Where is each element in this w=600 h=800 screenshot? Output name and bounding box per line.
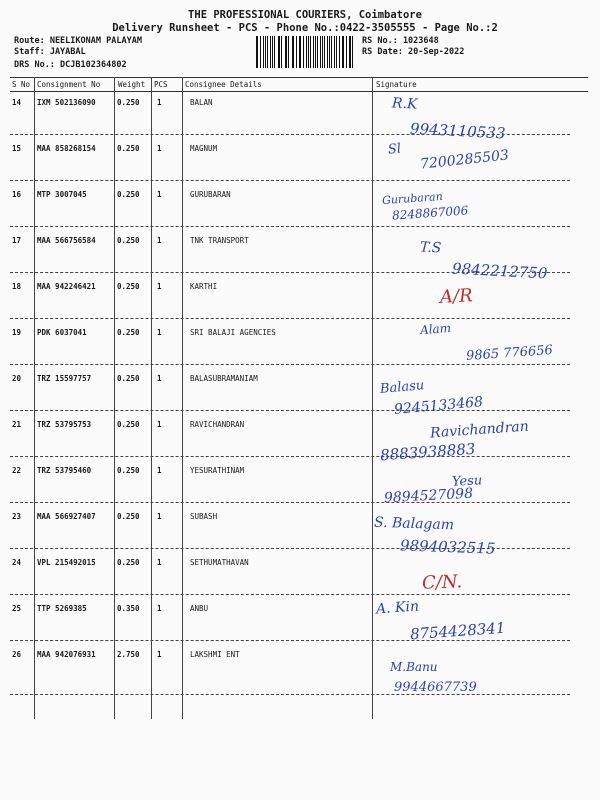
row-separator <box>10 318 570 319</box>
row-consignee: MAGNUM <box>190 144 218 153</box>
signature-phone: 9245133468 <box>393 394 484 418</box>
row-weight: 0.350 <box>117 604 140 613</box>
signature-phone: 8248867006 <box>391 203 469 223</box>
signature-phone: 9944667739 <box>394 680 477 695</box>
row-sno: 23 <box>12 512 22 521</box>
signature-name: S. Balagam <box>373 514 455 534</box>
rs-number: RS No.: 1023648 <box>362 36 439 46</box>
row-weight: 0.250 <box>117 98 140 107</box>
signature-phone: 8883938883 <box>379 439 476 465</box>
barcode-bar <box>274 36 275 68</box>
signature-name: Alam <box>419 320 452 338</box>
row-weight: 2.750 <box>117 650 140 659</box>
row-sno: 24 <box>12 558 22 567</box>
drs-number: DRS No.: DCJB102364802 <box>14 60 127 70</box>
row-separator <box>10 226 570 227</box>
row-separator <box>10 456 570 457</box>
row-weight: 0.250 <box>117 374 140 383</box>
signature-phone: 9894032515 <box>399 536 496 558</box>
row-pcs: 1 <box>157 144 162 153</box>
barcode-bar <box>334 36 335 68</box>
row-sno: 20 <box>12 374 22 383</box>
col-divider <box>34 77 35 719</box>
row-pcs: 1 <box>157 558 162 567</box>
row-consignee: LAKSHMI ENT <box>190 650 240 659</box>
signature-phone: 9943110533 <box>409 119 506 143</box>
row-separator <box>10 502 570 503</box>
signature-name: Balasu <box>379 378 425 397</box>
signature-name: T.S <box>419 239 442 257</box>
signature-name: A. Kin <box>375 598 420 618</box>
col-header-sno: S No <box>12 80 31 89</box>
row-pcs: 1 <box>157 282 162 291</box>
row-pcs: 1 <box>157 98 162 107</box>
row-consignee: YESURATHINAM <box>190 466 245 475</box>
row-weight: 0.250 <box>117 144 140 153</box>
col-header-pcs: PCS <box>154 80 168 89</box>
barcode-bar <box>306 36 307 68</box>
signature-name: Gurubaran <box>381 189 444 208</box>
row-weight: 0.250 <box>117 420 140 429</box>
signature-name: Ravichandran <box>429 418 530 442</box>
row-weight: 0.250 <box>117 558 140 567</box>
col-divider <box>114 77 115 719</box>
col-divider <box>182 77 183 719</box>
row-sno: 14 <box>12 98 22 107</box>
row-consignment-no: MTP 3007045 <box>37 190 87 199</box>
row-consignee: GURUBARAN <box>190 190 231 199</box>
col-header-signature: Signature <box>376 80 417 89</box>
col-divider <box>372 77 373 719</box>
row-consignee: BALASUBRAMANIAM <box>190 374 258 383</box>
row-pcs: 1 <box>157 190 162 199</box>
row-consignee: RAVICHANDRAN <box>190 420 245 429</box>
col-header-consignment: Consignment No <box>37 80 101 89</box>
barcode-bar <box>263 36 264 68</box>
row-consignment-no: MAA 566756584 <box>37 236 96 245</box>
row-consignment-no: MAA 942076931 <box>37 650 96 659</box>
col-header-weight: Weight <box>118 80 146 89</box>
staff-label: Staff: JAYABAL <box>14 47 86 57</box>
row-consignment-no: TTP 5269385 <box>37 604 87 613</box>
row-separator <box>10 640 570 641</box>
row-weight: 0.250 <box>117 466 140 475</box>
barcode <box>256 36 356 68</box>
row-consignment-no: IXM 502136090 <box>37 98 96 107</box>
row-weight: 0.250 <box>117 282 140 291</box>
row-sno: 16 <box>12 190 22 199</box>
row-consignee: SETHUMATHAVAN <box>190 558 249 567</box>
row-consignment-no: MAA 942246421 <box>37 282 96 291</box>
row-sno: 18 <box>12 282 22 291</box>
row-consignee: SUBASH <box>190 512 218 521</box>
signature-phone: C/N. <box>421 571 463 594</box>
row-pcs: 1 <box>157 420 162 429</box>
row-consignment-no: PDK 6037041 <box>37 328 87 337</box>
row-sno: 26 <box>12 650 22 659</box>
barcode-bar <box>288 36 289 68</box>
row-separator <box>10 694 570 695</box>
col-header-consignee: Consignee Details <box>185 80 262 89</box>
row-weight: 0.250 <box>117 190 140 199</box>
signature-phone: 7200285503 <box>419 147 510 173</box>
row-separator <box>10 364 570 365</box>
row-pcs: 1 <box>157 650 162 659</box>
row-consignment-no: TRZ 53795460 <box>37 466 92 475</box>
rs-date: RS Date: 20-Sep-2022 <box>362 47 465 57</box>
row-pcs: 1 <box>157 374 162 383</box>
row-weight: 0.250 <box>117 512 140 521</box>
row-pcs: 1 <box>157 328 162 337</box>
signature-name: M.Banu <box>390 660 438 674</box>
signature-name: Sl <box>387 141 402 158</box>
row-consignee: TNK TRANSPORT <box>190 236 249 245</box>
row-consignee: BALAN <box>190 98 213 107</box>
row-sno: 15 <box>12 144 22 153</box>
barcode-bar <box>322 36 323 68</box>
row-sno: 25 <box>12 604 22 613</box>
row-consignee: KARTHI <box>190 282 218 291</box>
signature-phone: 9865 776656 <box>465 342 554 365</box>
row-consignment-no: TRZ 53795753 <box>37 420 92 429</box>
signature-name: R.K <box>391 95 418 113</box>
header-rule-top <box>10 77 588 78</box>
row-consignment-no: VPL 215492015 <box>37 558 96 567</box>
row-pcs: 1 <box>157 512 162 521</box>
row-consignment-no: MAA 566927407 <box>37 512 96 521</box>
row-weight: 0.250 <box>117 236 140 245</box>
col-divider <box>151 77 152 719</box>
row-pcs: 1 <box>157 466 162 475</box>
row-separator <box>10 180 570 181</box>
row-consignee: ANBU <box>190 604 209 613</box>
row-separator <box>10 410 570 411</box>
route-label: Route: NEELIKONAM PALAYAM <box>14 36 142 46</box>
row-sno: 19 <box>12 328 22 337</box>
row-pcs: 1 <box>157 604 162 613</box>
signature-phone: 9842212750 <box>451 259 548 283</box>
signature-phone: 9894527098 <box>383 485 474 507</box>
row-sno: 17 <box>12 236 22 245</box>
row-consignment-no: TRZ 15597757 <box>37 374 92 383</box>
row-sno: 22 <box>12 466 22 475</box>
row-consignment-no: MAA 858268154 <box>37 144 96 153</box>
signature-phone: 8754428341 <box>409 618 506 644</box>
header-rule-bottom <box>10 91 588 92</box>
signature-name: Yesu <box>451 473 483 490</box>
company-title: THE PROFESSIONAL COURIERS, Coimbatore <box>188 9 422 21</box>
row-pcs: 1 <box>157 236 162 245</box>
signature-phone: A/R <box>439 285 474 308</box>
row-consignee: SRI BALAJI AGENCIES <box>190 328 276 337</box>
row-sno: 21 <box>12 420 22 429</box>
runsheet-subtitle: Delivery Runsheet - PCS - Phone No.:0422-3505555 - Page No.:2 <box>112 22 498 34</box>
barcode-bar <box>352 36 353 68</box>
row-weight: 0.250 <box>117 328 140 337</box>
row-separator <box>10 594 570 595</box>
